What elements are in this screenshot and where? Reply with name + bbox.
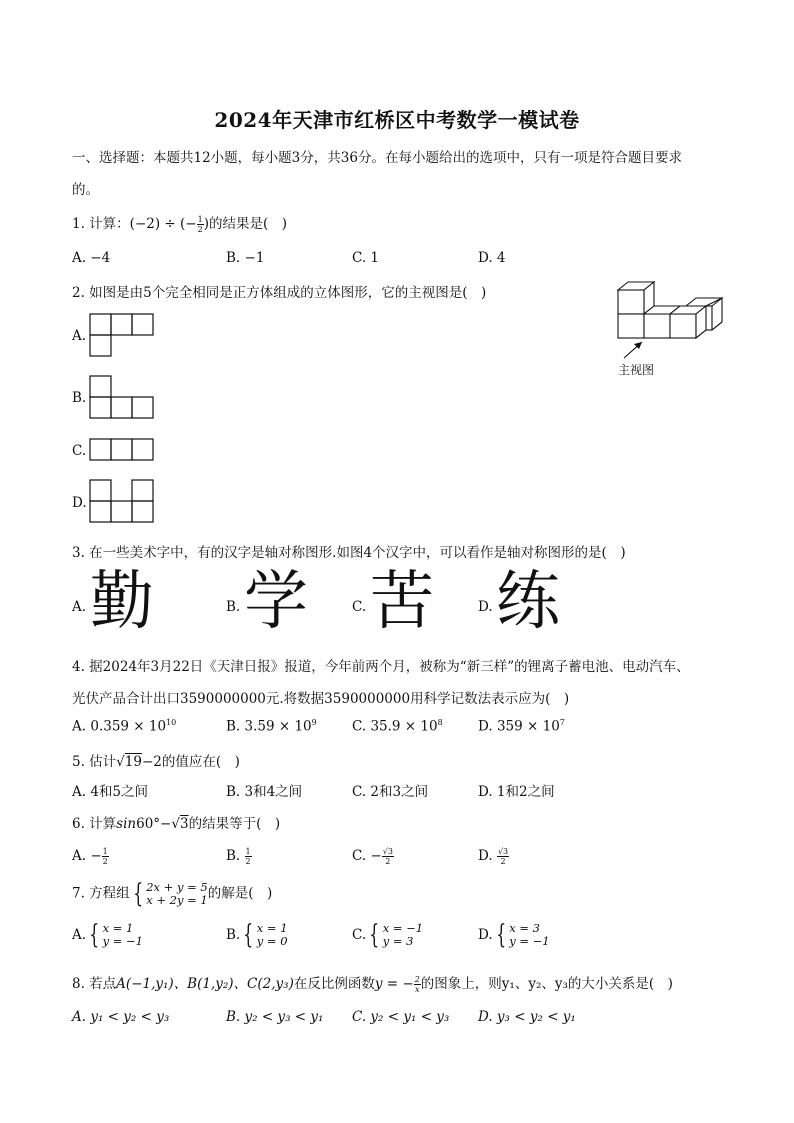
question-1-stem xyxy=(72,212,287,234)
option-mantissa: 359 × 10 xyxy=(496,718,560,735)
question-8-mid: 在反比例函数 xyxy=(293,976,375,992)
question-8-prefix: 8. 若点 xyxy=(72,976,117,992)
cube-front-face xyxy=(618,314,644,338)
question-7-stem xyxy=(72,881,272,907)
left-brace-icon: { xyxy=(495,920,506,950)
option-frac-num: √3 xyxy=(382,847,393,856)
option-line-1: x = 1 xyxy=(256,921,288,935)
question-8-frac-num: 2 xyxy=(414,975,420,984)
question-2-option-d-grid[interactable] xyxy=(89,479,156,524)
option-exponent: 7 xyxy=(559,718,565,727)
question-1-fraction xyxy=(197,215,204,234)
option-line-1: x = −1 xyxy=(382,921,424,935)
question-8-func: y = − xyxy=(374,976,414,992)
cube-front-face xyxy=(618,290,644,314)
option-label: B. xyxy=(226,848,241,864)
option-label: B. xyxy=(226,927,241,943)
question-3-option-a-label[interactable]: A. xyxy=(72,599,87,615)
question-4-option-b[interactable] xyxy=(226,718,317,735)
option-exponent: 8 xyxy=(437,718,443,727)
question-2-option-a-grid[interactable] xyxy=(89,313,156,358)
question-2-option-b-grid[interactable] xyxy=(89,375,156,420)
option-frac-num: 1 xyxy=(102,847,108,856)
option-mantissa: 3.59 × 10 xyxy=(244,718,312,735)
question-6-radicand: 3 xyxy=(179,816,189,832)
left-brace-icon: { xyxy=(243,920,254,950)
question-8-option-c[interactable]: C. y₂ < y₁ < y₃ xyxy=(352,1009,450,1025)
option-sign: − xyxy=(370,848,382,864)
question-8-stem xyxy=(72,972,673,994)
question-6-option-b[interactable] xyxy=(226,847,252,866)
cube-front-face xyxy=(670,314,696,338)
option-label: A. xyxy=(72,848,87,864)
question-2-option-d-label[interactable]: D. xyxy=(72,495,87,511)
option-sign: − xyxy=(90,848,102,864)
left-brace-icon: { xyxy=(132,879,143,909)
question-7-suffix: 的解是( ) xyxy=(207,885,273,902)
question-3-char-b[interactable]: 学 xyxy=(244,565,308,639)
question-5-prefix: 5. 估计 xyxy=(72,754,117,770)
question-1-frac-num: 1 xyxy=(197,215,203,224)
question-1-expr-b: )的结果是( ) xyxy=(203,216,287,232)
option-label: B. xyxy=(226,718,241,735)
question-1-option-a[interactable]: A. −4 xyxy=(72,250,111,266)
question-1-option-d[interactable]: D. 4 xyxy=(478,250,506,266)
option-mantissa: 35.9 × 10 xyxy=(370,718,438,735)
option-exponent: 10 xyxy=(166,718,177,727)
question-7-option-d[interactable] xyxy=(478,922,550,948)
option-line-2: y = −1 xyxy=(509,934,550,948)
sqrt-icon: √ xyxy=(116,754,125,770)
option-label: C. xyxy=(352,927,367,943)
question-1-frac-den: 2 xyxy=(197,225,203,234)
question-5-option-c[interactable]: C. 2和3之间 xyxy=(352,784,429,800)
question-6-angle: 60°− xyxy=(136,816,172,832)
question-6-option-c[interactable] xyxy=(352,847,394,866)
question-5-stem xyxy=(72,750,240,770)
question-7-option-b[interactable] xyxy=(226,922,288,948)
section-instructions-line2: 的。 xyxy=(72,182,99,198)
option-frac-den: 2 xyxy=(385,857,391,866)
option-frac-num: 1 xyxy=(245,847,251,856)
question-4-stem-line2: 光伏产品合计出口3590000000元.将数据3590000000用科学记数法表示应为( ) xyxy=(72,691,570,707)
question-2-option-c-grid[interactable] xyxy=(89,438,156,463)
question-6-option-d[interactable] xyxy=(478,847,509,866)
option-label: A. xyxy=(72,718,87,735)
equation-1: 2x + y = 5 xyxy=(146,880,208,894)
question-2-3d-figure xyxy=(612,280,730,380)
option-exponent: 9 xyxy=(311,718,317,727)
question-8-fraction xyxy=(414,975,421,994)
question-5-option-d[interactable]: D. 1和2之间 xyxy=(478,784,555,800)
question-2-option-b-label[interactable]: B. xyxy=(72,390,87,406)
option-mantissa: 0.359 × 10 xyxy=(90,718,167,735)
question-8-option-b[interactable]: B. y₂ < y₃ < y₁ xyxy=(226,1009,324,1025)
option-line-2: y = 0 xyxy=(256,934,288,948)
left-brace-icon: { xyxy=(369,920,380,950)
question-6-sin: sin xyxy=(116,816,137,832)
question-4-option-c[interactable] xyxy=(352,718,443,735)
question-8-option-a[interactable]: A. y₁ < y₂ < y₃ xyxy=(72,1009,170,1025)
question-6-suffix: 的结果等于( ) xyxy=(188,816,281,832)
question-8-points: A(−1,y₁)、B(1,y₂)、C(2,y₃) xyxy=(116,976,294,992)
question-3-option-d-label[interactable]: D. xyxy=(478,599,493,615)
option-label: A. xyxy=(72,927,87,943)
question-1-prefix: 1. 计算： xyxy=(72,216,130,232)
question-5-option-a[interactable]: A. 4和5之间 xyxy=(72,784,149,800)
question-8-suffix: 的图象上，则y₁、y₂、y₃的大小关系是( ) xyxy=(420,976,673,992)
option-frac-den: 2 xyxy=(102,857,108,866)
question-8-frac-den: x xyxy=(414,985,420,994)
option-line-2: y = 3 xyxy=(382,934,414,948)
option-line-1: x = 1 xyxy=(102,921,134,935)
question-6-stem xyxy=(72,812,280,832)
option-label: D. xyxy=(478,927,493,943)
option-frac-num: √3 xyxy=(497,847,509,856)
option-label: D. xyxy=(478,718,493,735)
option-line-2: y = −1 xyxy=(102,934,143,948)
option-label: C. xyxy=(352,718,367,735)
sqrt-icon: √ xyxy=(171,816,180,832)
question-5-suffix: −2的值应在( ) xyxy=(141,754,240,770)
question-3-option-c-label[interactable]: C. xyxy=(352,599,367,615)
cube-front-face xyxy=(644,314,670,338)
question-8-option-d[interactable]: D. y₃ < y₂ < y₁ xyxy=(478,1009,576,1025)
question-6-option-a[interactable] xyxy=(72,847,109,866)
left-brace-icon: { xyxy=(89,920,100,950)
section-instructions-line1: 一、选择题：本题共12小题，每小题3分，共36分。在每小题给出的选项中，只有一项是符合题目要求 xyxy=(72,150,682,166)
question-2-option-a-label[interactable]: A. xyxy=(72,328,87,344)
question-1-option-c[interactable]: C. 1 xyxy=(352,250,380,266)
figure-caption: 主视图 xyxy=(618,363,655,377)
question-4-option-a[interactable] xyxy=(72,718,176,735)
question-2-option-c-label[interactable]: C. xyxy=(72,443,87,459)
question-2-stem: 2. 如图是由5个完全相同是正方体组成的立体图形，它的主视图是( ) xyxy=(72,285,487,301)
question-6-prefix: 6. 计算 xyxy=(72,816,117,832)
question-7-option-a[interactable] xyxy=(72,922,143,948)
equation-system xyxy=(146,881,208,907)
question-3-char-d[interactable]: 练 xyxy=(496,565,560,639)
question-7-option-c[interactable] xyxy=(352,922,423,948)
question-4-stem-line1: 4. 据2024年3月22日《天津日报》报道，今年前两个月，被称为“新三样”的锂离子蓄电池、电动汽车、 xyxy=(72,659,690,675)
question-5-option-b[interactable]: B. 3和4之间 xyxy=(226,784,303,800)
question-1-expr-a: (−2) ÷ (− xyxy=(129,216,197,232)
option-frac-den: 2 xyxy=(500,857,506,866)
page-title: 2024年天津市红桥区中考数学一模试卷 xyxy=(214,108,580,132)
question-4-option-d[interactable] xyxy=(478,718,565,735)
question-7-prefix: 7. 方程组 xyxy=(72,885,130,902)
equation-2: x + 2y = 1 xyxy=(146,893,208,907)
option-label: C. xyxy=(352,848,367,864)
question-3-stem: 3. 在一些美术字中，有的汉字是轴对称图形.如图4个汉字中，可以看作是轴对称图形的是( ) xyxy=(72,545,626,561)
question-3-char-a[interactable]: 勤 xyxy=(90,565,154,639)
question-3-option-b-label[interactable]: B. xyxy=(226,599,241,615)
option-label: D. xyxy=(478,848,493,864)
question-3-char-c[interactable]: 苦 xyxy=(370,565,434,639)
option-frac-den: 2 xyxy=(245,857,251,866)
question-1-option-b[interactable]: B. −1 xyxy=(226,250,265,266)
question-5-radicand: 19 xyxy=(124,754,142,770)
option-line-1: x = 3 xyxy=(509,921,540,935)
